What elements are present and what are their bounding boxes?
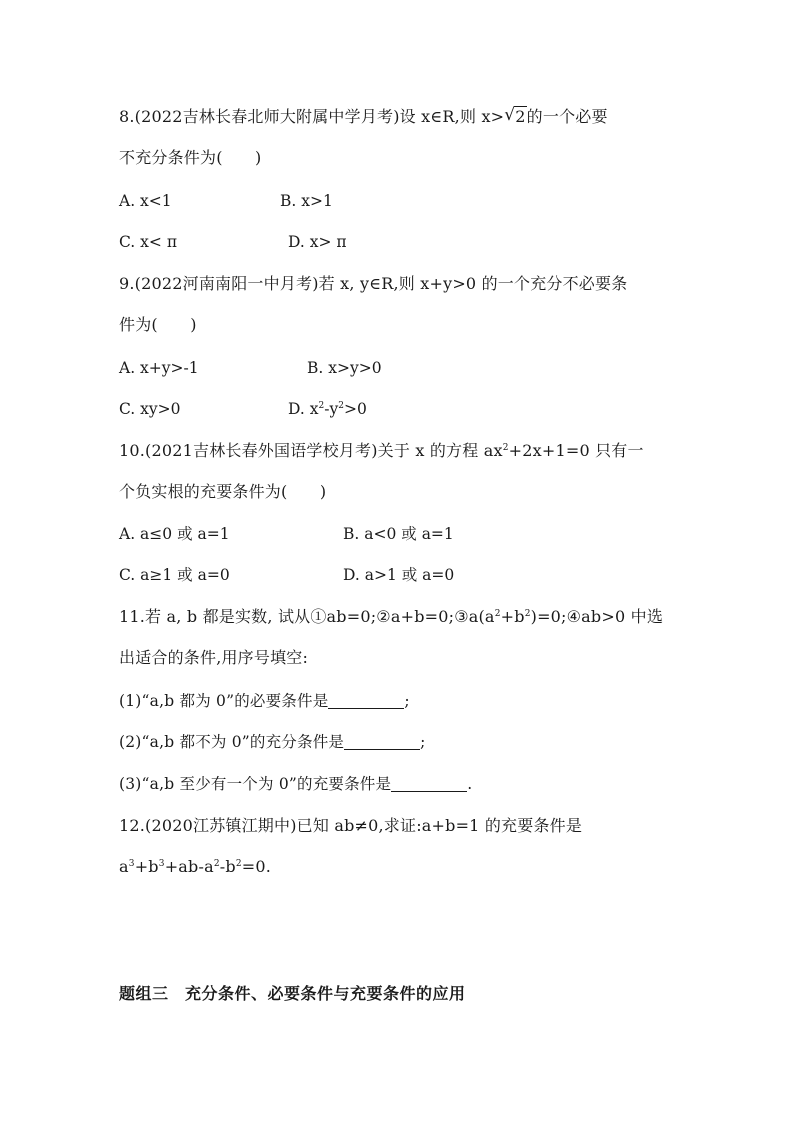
q8-option-b: B. x>1: [280, 192, 333, 210]
q10-line1: 10.(2021吉林长春外国语学校月考)关于 x 的方程 $ax^2+2x+1=0$ 只有一: [119, 441, 644, 460]
q11-sub1: (1)“a,b 都为 0”的必要条件是 ;: [119, 692, 410, 710]
q9-option-c: C. xy>0: [119, 400, 181, 418]
sqrt-radicand: 2: [515, 107, 526, 126]
q9-option-b: B. x>y>0: [307, 359, 382, 377]
q8-option-a: A. x<1: [119, 192, 172, 210]
q8-option-d: D. x> π: [288, 233, 347, 251]
q12-line1: 12.(2020江苏镇江期中)已知 ab≠0,求证:a+b=1 的充要条件是: [119, 816, 583, 835]
q10-option-c: C. a≥1 或 a=0: [119, 566, 230, 584]
q10-option-d: D. a>1 或 a=0: [343, 566, 455, 584]
answer-blank-2[interactable]: [344, 733, 420, 750]
q9-option-d: D. $x^2-y^2>0$: [288, 400, 367, 418]
q8-line2: 不充分条件为( ): [119, 148, 262, 167]
answer-blank-1[interactable]: [328, 692, 404, 709]
q9-line1: 9.(2022河南南阳一中月考)若 x, y∈R,则 x+y>0 的一个充分不必要条: [119, 274, 628, 293]
q12-line2: $a^3+b^3+ab-a^2-b^2=0$.: [119, 857, 272, 876]
q11-line2: 出适合的条件,用序号填空:: [119, 648, 309, 667]
q8-text-prefix: 8.(2022吉林长春北师大附属中学月考)设 x∈R,则 x>: [119, 107, 505, 126]
q8-text-suffix: 的一个必要: [526, 107, 608, 126]
q8-option-c: C. x< π: [119, 233, 178, 251]
answer-blank-3[interactable]: [391, 775, 467, 792]
q10-option-a: A. a≤0 或 a=1: [119, 525, 230, 543]
q8-line1: [119, 106, 608, 128]
q10-line2: 个负实根的充要条件为( ): [119, 482, 327, 501]
q10-option-b: B. a<0 或 a=1: [343, 525, 454, 543]
sqrt-symbol: √ 2: [504, 105, 526, 126]
q9-line2: 件为( ): [119, 315, 197, 334]
q11-sub3: (3)“a,b 至少有一个为 0”的充要条件是 .: [119, 775, 473, 793]
q9-option-a: A. x+y>-1: [119, 359, 199, 377]
section-title: 题组三 充分条件、必要条件与充要条件的应用: [119, 984, 466, 1003]
q11-line1: 11.若 a, b 都是实数, 试从$①ab=0;②a+b=0;③a(a^2+b^2)=0;④ab>0$ 中选: [119, 607, 664, 626]
q11-sub2: (2)“a,b 都不为 0”的充分条件是 ;: [119, 733, 426, 751]
